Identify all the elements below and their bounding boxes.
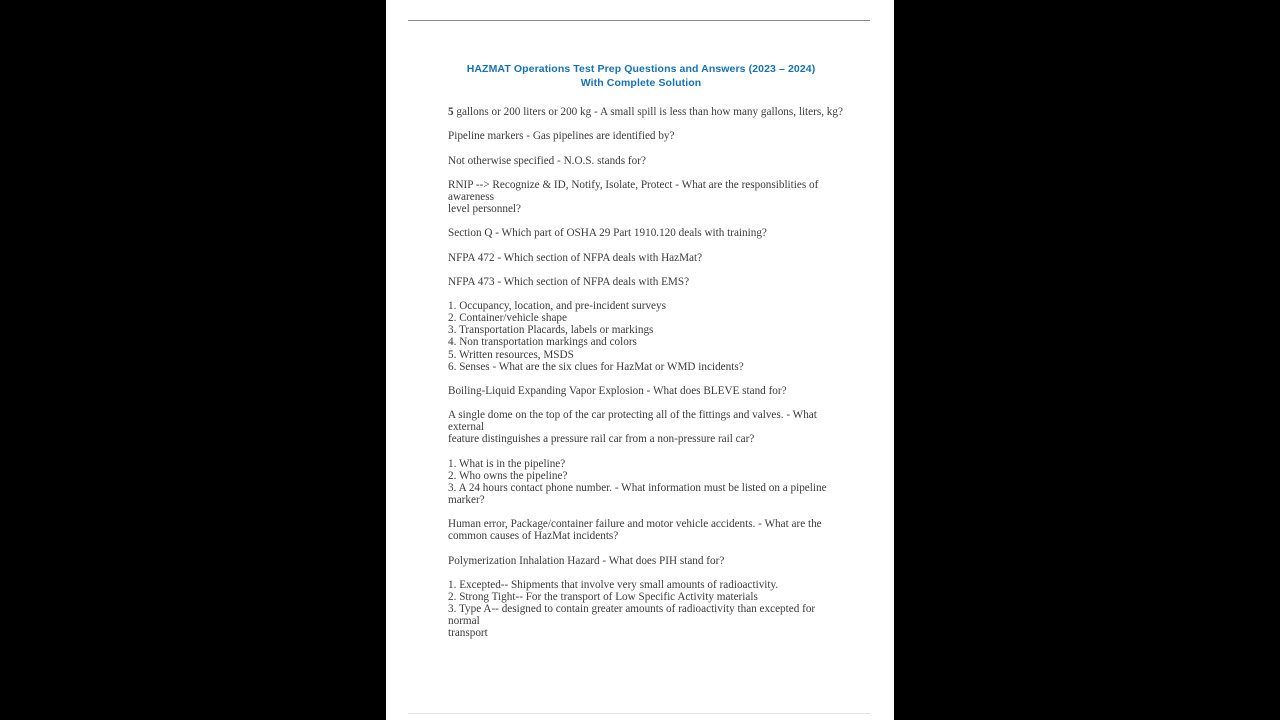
bold-lead-text: 5 [448, 106, 454, 118]
qa-line: 1. Excepted-- Shipments that involve very small amounts of radioactivity. [448, 578, 779, 591]
qa-line: 6. Senses - What are the six clues for HazMat or WMD incidents? [448, 360, 744, 373]
page-title-line-1: HAZMAT Operations Test Prep Questions and Answers (2023 – 2024) [466, 63, 816, 75]
qa-line: RNIP --> Recognize & ID, Notify, Isolate, Protect - What are the responsiblities of awareness [448, 178, 819, 203]
qa-paragraph [448, 252, 848, 264]
qa-line: Section Q - Which part of OSHA 29 Part 1910.120 deals with training? [448, 227, 767, 240]
qa-paragraph [448, 300, 848, 373]
qa-line: NFPA 473 - Which section of NFPA deals with EMS? [448, 275, 690, 288]
qa-paragraph [448, 276, 848, 288]
qa-line: 1. What is in the pipeline? [448, 457, 566, 470]
qa-line: 2. Who owns the pipeline? [448, 469, 568, 482]
document-page [386, 0, 894, 720]
page-title-line-2: With Complete Solution [580, 77, 702, 89]
qa-line: 5 gallons or 200 liters or 200 kg - A small spill is less than how many gallons, liters, kg? [448, 106, 843, 118]
qa-line: feature distinguishes a pressure rail car from a non-pressure rail car? [448, 433, 755, 446]
qa-line: level personnel? [448, 203, 521, 216]
page-title [426, 62, 856, 90]
qa-line: 3. A 24 hours contact phone number. - What information must be listed on a pipeline [448, 481, 827, 494]
qa-line: NFPA 472 - Which section of NFPA deals with HazMat? [448, 251, 703, 264]
qa-paragraph [448, 579, 848, 639]
qa-line: 5. Written resources, MSDS [448, 348, 574, 361]
qa-line: Not otherwise specified - N.O.S. stands for? [448, 154, 646, 167]
qa-line: marker? [448, 493, 485, 506]
qa-paragraph [448, 106, 848, 118]
qa-line: transport [448, 627, 488, 640]
qa-paragraph [448, 179, 848, 215]
qa-line: common causes of HazMat incidents? [448, 530, 619, 543]
qa-line: 1. Occupancy, location, and pre-incident surveys [448, 300, 666, 313]
qa-line: 3. Type A-- designed to contain greater amounts of radioactivity than excepted for normal [448, 603, 816, 628]
qa-line: A single dome on the top of the car protecting all of the fittings and valves. - What external [448, 409, 817, 434]
page-footer-rule [408, 713, 870, 714]
qa-paragraph [448, 458, 848, 506]
qa-paragraph [448, 155, 848, 167]
qa-paragraph [448, 130, 848, 142]
qa-line: Boiling-Liquid Expanding Vapor Explosion - What does BLEVE stand for? [448, 384, 787, 397]
page-header-rule [408, 20, 870, 21]
qa-paragraph [448, 385, 848, 397]
qa-line: 3. Transportation Placards, labels or markings [448, 324, 654, 337]
qa-line: 2. Strong Tight-- For the transport of Low Specific Activity materials [448, 590, 758, 603]
qa-paragraph [448, 518, 848, 542]
qa-line: Polymerization Inhalation Hazard - What does PIH stand for? [448, 554, 725, 567]
qa-paragraph [448, 409, 848, 445]
qa-line: 4. Non transportation markings and colors [448, 336, 637, 349]
document-body [448, 106, 848, 639]
qa-line: 2. Container/vehicle shape [448, 312, 567, 325]
qa-paragraph [448, 555, 848, 567]
qa-paragraph [448, 227, 848, 239]
qa-line: Human error, Package/container failure and motor vehicle accidents. - What are the [448, 518, 822, 531]
qa-line: Pipeline markers - Gas pipelines are identified by? [448, 130, 675, 143]
